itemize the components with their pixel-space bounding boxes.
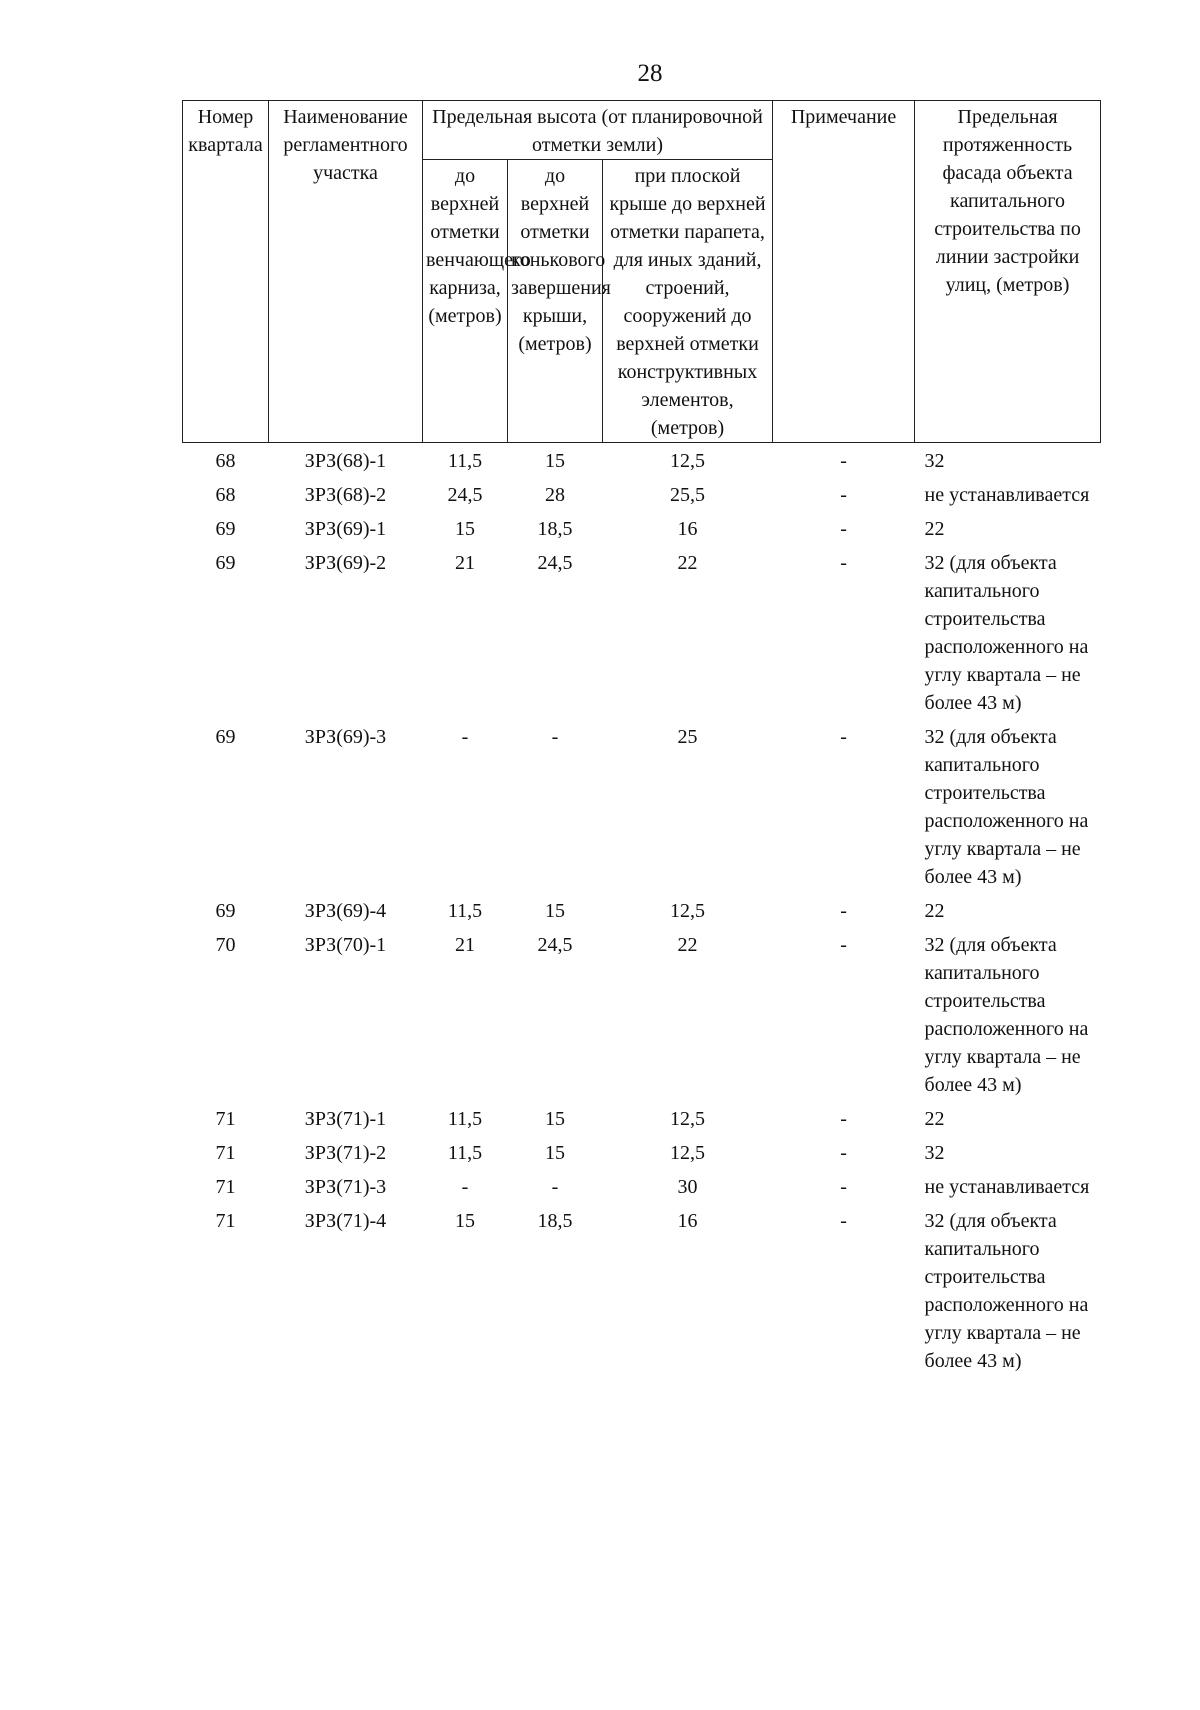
cell-parapet: 25 <box>677 726 698 748</box>
cell-ridge: 28 <box>545 484 565 506</box>
header-height-parapet: при плоской крыше до верхней отметки парапета, для иных зданий, строений, сооружений до верхней отметки конструктивных элементов, (метров) <box>603 160 773 443</box>
cell-facade: 32 (для объекта капитального строительства расположенного на углу квартала – не более 43 м) <box>924 726 1089 888</box>
cell-facade: 32 <box>924 1142 945 1164</box>
cell-ridge: - <box>551 726 559 748</box>
table-row <box>183 477 1101 511</box>
cell-ridge: 15 <box>545 900 565 922</box>
cell-parapet: 16 <box>677 1210 698 1232</box>
cell-quarter: 71 <box>215 1108 236 1130</box>
cell-parapet: 22 <box>677 552 698 574</box>
cell-cornice: 21 <box>455 934 475 956</box>
table-row <box>183 1203 1101 1377</box>
cell-parapet: 30 <box>677 1176 698 1198</box>
cell-site: ЗРЗ(68)-2 <box>304 484 387 506</box>
cell-ridge: 24,5 <box>537 934 573 956</box>
cell-parapet: 22 <box>677 934 698 956</box>
cell-site: ЗРЗ(70)-1 <box>304 934 387 956</box>
cell-site: ЗРЗ(71)-2 <box>304 1142 387 1164</box>
cell-parapet: 16 <box>677 518 698 540</box>
cell-parapet: 12,5 <box>670 900 706 922</box>
table-row <box>183 443 1101 478</box>
cell-cornice: 11,5 <box>447 1142 483 1164</box>
cell-cornice: 24,5 <box>447 484 483 506</box>
cell-ridge: 18,5 <box>537 1210 573 1232</box>
cell-site: ЗРЗ(69)-3 <box>304 726 387 748</box>
cell-note: - <box>840 934 847 956</box>
cell-quarter: 68 <box>215 450 236 472</box>
cell-note: - <box>840 1176 847 1198</box>
header-height-cornice: до верхней отметки венчающего карниза, (метров) <box>423 160 508 443</box>
cell-ridge: 15 <box>545 1142 565 1164</box>
cell-ridge: 15 <box>545 450 565 472</box>
cell-site: ЗРЗ(69)-1 <box>304 518 387 540</box>
cell-note: - <box>840 1142 847 1164</box>
cell-quarter: 71 <box>215 1176 236 1198</box>
cell-facade: 22 <box>924 1108 945 1130</box>
table-row <box>183 1101 1101 1135</box>
cell-note: - <box>840 450 847 472</box>
cell-quarter: 69 <box>215 900 236 922</box>
cell-site: ЗРЗ(68)-1 <box>304 450 387 472</box>
header-height-group: Предельная высота (от планировочной отметки земли) <box>423 101 773 160</box>
cell-quarter: 69 <box>215 726 236 748</box>
table-row <box>183 1135 1101 1169</box>
cell-site: ЗРЗ(71)-4 <box>304 1210 387 1232</box>
cell-quarter: 69 <box>215 552 236 574</box>
cell-ridge: 15 <box>545 1108 565 1130</box>
cell-facade: 22 <box>924 900 945 922</box>
table-row <box>183 545 1101 719</box>
cell-cornice: 11,5 <box>447 1108 483 1130</box>
table-body <box>183 443 1101 1378</box>
cell-cornice: 15 <box>455 1210 475 1232</box>
cell-facade: 32 <box>924 450 945 472</box>
cell-note: - <box>840 552 847 574</box>
table-row <box>183 927 1101 1101</box>
cell-note: - <box>840 518 847 540</box>
cell-note: - <box>840 484 847 506</box>
cell-facade: 32 (для объекта капитального строительства расположенного на углу квартала – не более 43 м) <box>924 552 1089 714</box>
header-facade-length: Предельная протяженность фасада объекта капитального строительства по линии застройки улиц, (метров) <box>915 101 1101 443</box>
cell-facade: 22 <box>924 518 945 540</box>
cell-cornice: 15 <box>455 518 475 540</box>
header-quarter: Номер квартала <box>183 101 269 443</box>
cell-note: - <box>840 726 847 748</box>
cell-facade: не устанавливается <box>924 1176 1090 1198</box>
cell-cornice: 11,5 <box>447 450 483 472</box>
cell-ridge: 24,5 <box>537 552 573 574</box>
page-number: 28 <box>637 60 663 87</box>
header-note: Примечание <box>773 101 915 443</box>
cell-cornice: 21 <box>455 552 475 574</box>
cell-facade: не устанавливается <box>924 484 1090 506</box>
cell-cornice: - <box>461 726 469 748</box>
table-row <box>183 893 1101 927</box>
cell-quarter: 69 <box>215 518 236 540</box>
cell-quarter: 71 <box>215 1210 236 1232</box>
cell-cornice: - <box>461 1176 469 1198</box>
table-row <box>183 719 1101 893</box>
cell-ridge: 18,5 <box>537 518 573 540</box>
cell-site: ЗРЗ(69)-2 <box>304 552 387 574</box>
cell-parapet: 12,5 <box>670 450 706 472</box>
table-row <box>183 511 1101 545</box>
header-height-ridge: до верхней отметки конькового завершения крыши, (метров) <box>508 160 603 443</box>
table-row <box>183 1169 1101 1203</box>
cell-parapet: 12,5 <box>670 1142 706 1164</box>
cell-quarter: 70 <box>215 934 236 956</box>
cell-cornice: 11,5 <box>447 900 483 922</box>
cell-quarter: 68 <box>215 484 236 506</box>
table-header <box>183 101 1101 443</box>
cell-site: ЗРЗ(71)-3 <box>304 1176 387 1198</box>
cell-quarter: 71 <box>215 1142 236 1164</box>
cell-note: - <box>840 900 847 922</box>
regulations-table <box>182 100 1101 1377</box>
cell-ridge: - <box>551 1176 559 1198</box>
cell-facade: 32 (для объекта капитального строительства расположенного на углу квартала – не более 43 м) <box>924 934 1089 1096</box>
cell-parapet: 25,5 <box>670 484 706 506</box>
cell-site: ЗРЗ(69)-4 <box>304 900 387 922</box>
cell-site: ЗРЗ(71)-1 <box>304 1108 387 1130</box>
cell-parapet: 12,5 <box>670 1108 706 1130</box>
cell-note: - <box>840 1210 847 1232</box>
cell-facade: 32 (для объекта капитального строительства расположенного на углу квартала – не более 43 м) <box>924 1210 1089 1372</box>
cell-note: - <box>840 1108 847 1130</box>
header-site-name: Наименование регламентного участка <box>269 101 423 443</box>
